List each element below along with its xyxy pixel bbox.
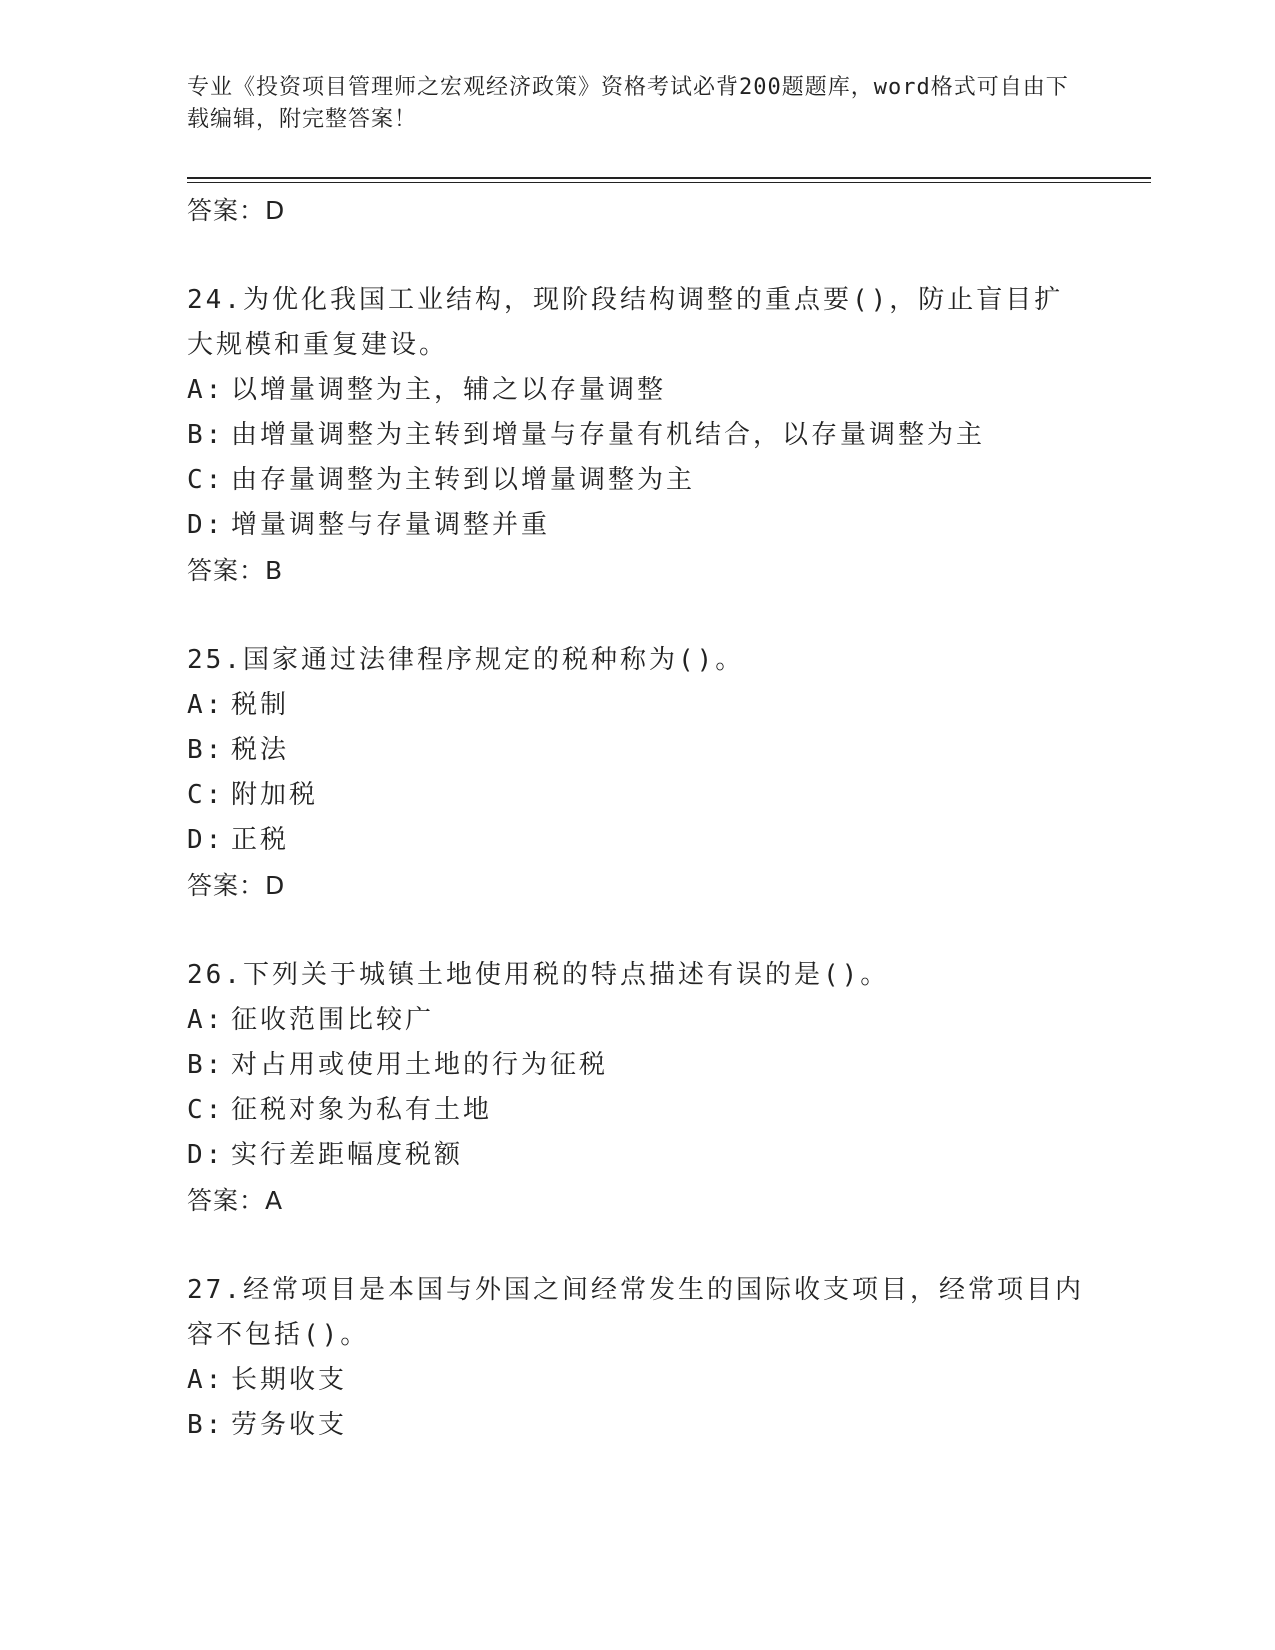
question-26: [187, 953, 1087, 1224]
option-d: [187, 818, 1087, 863]
option-letter: B:: [187, 735, 225, 765]
option-a: [187, 683, 1087, 728]
option-a: [187, 1358, 1087, 1403]
option-letter: D:: [187, 1140, 225, 1170]
option-text: 由存量调整为主转到以增量调整为主: [231, 465, 696, 495]
option-text: 实行差距幅度税额: [231, 1140, 464, 1170]
option-b: [187, 1043, 1087, 1088]
option-d: [187, 1133, 1087, 1178]
option-c: [187, 773, 1087, 818]
option-text: 由增量调整为主转到增量与存量有机结合，以存量调整为主: [231, 420, 986, 450]
answer: 答案：A: [187, 1186, 284, 1215]
document-header: 专业《投资项目管理师之宏观经济政策》资格考试必背200题题库，word格式可自由下载编辑，附完整答案！: [187, 75, 1069, 132]
option-text: 附加税: [231, 780, 319, 810]
option-b: [187, 413, 1087, 458]
option-b: [187, 728, 1087, 773]
option-letter: A:: [187, 690, 225, 720]
option-letter: B:: [187, 1410, 225, 1440]
option-c: [187, 458, 1087, 503]
question-27: [187, 1268, 1087, 1448]
question-24: [187, 278, 1087, 594]
option-letter: D:: [187, 510, 225, 540]
option-letter: B:: [187, 420, 225, 450]
option-letter: A:: [187, 1365, 225, 1395]
question-stem: 25.国家通过法律程序规定的税种称为()。: [187, 645, 745, 675]
option-letter: A:: [187, 1005, 225, 1035]
option-letter: A:: [187, 375, 225, 405]
answer: 答案：B: [187, 556, 284, 585]
question-stem: 24.为优化我国工业结构，现阶段结构调整的重点要()，防止盲目扩大规模和重复建设。: [187, 285, 1064, 360]
header-divider-thin: [187, 182, 1151, 183]
option-letter: C:: [187, 1095, 225, 1125]
question-stem: 26.下列关于城镇土地使用税的特点描述有误的是()。: [187, 960, 890, 990]
option-text: 以增量调整为主，辅之以存量调整: [231, 375, 667, 405]
answer: 答案：D: [187, 871, 286, 900]
header-divider-thick: [187, 177, 1151, 179]
option-letter: C:: [187, 780, 225, 810]
option-letter: D:: [187, 825, 225, 855]
question-25: [187, 638, 1087, 909]
option-text: 劳务收支: [231, 1410, 348, 1440]
option-letter: C:: [187, 465, 225, 495]
option-b: [187, 1403, 1087, 1448]
option-text: 增量调整与存量调整并重: [231, 510, 551, 540]
option-text: 对占用或使用土地的行为征税: [231, 1050, 609, 1080]
option-a: [187, 998, 1087, 1043]
option-text: 征税对象为私有土地: [231, 1095, 493, 1125]
option-letter: B:: [187, 1050, 225, 1080]
document-content: [187, 188, 1087, 1448]
option-c: [187, 1088, 1087, 1133]
option-text: 税法: [231, 735, 290, 765]
option-text: 税制: [231, 690, 290, 720]
option-text: 长期收支: [231, 1365, 348, 1395]
answer-q23: 答案：D: [187, 196, 286, 225]
option-a: [187, 368, 1087, 413]
option-text: 正税: [231, 825, 290, 855]
option-text: 征收范围比较广: [231, 1005, 435, 1035]
option-d: [187, 503, 1087, 548]
question-stem: 27.经常项目是本国与外国之间经常发生的国际收支项目，经常项目内容不包括()。: [187, 1275, 1084, 1350]
